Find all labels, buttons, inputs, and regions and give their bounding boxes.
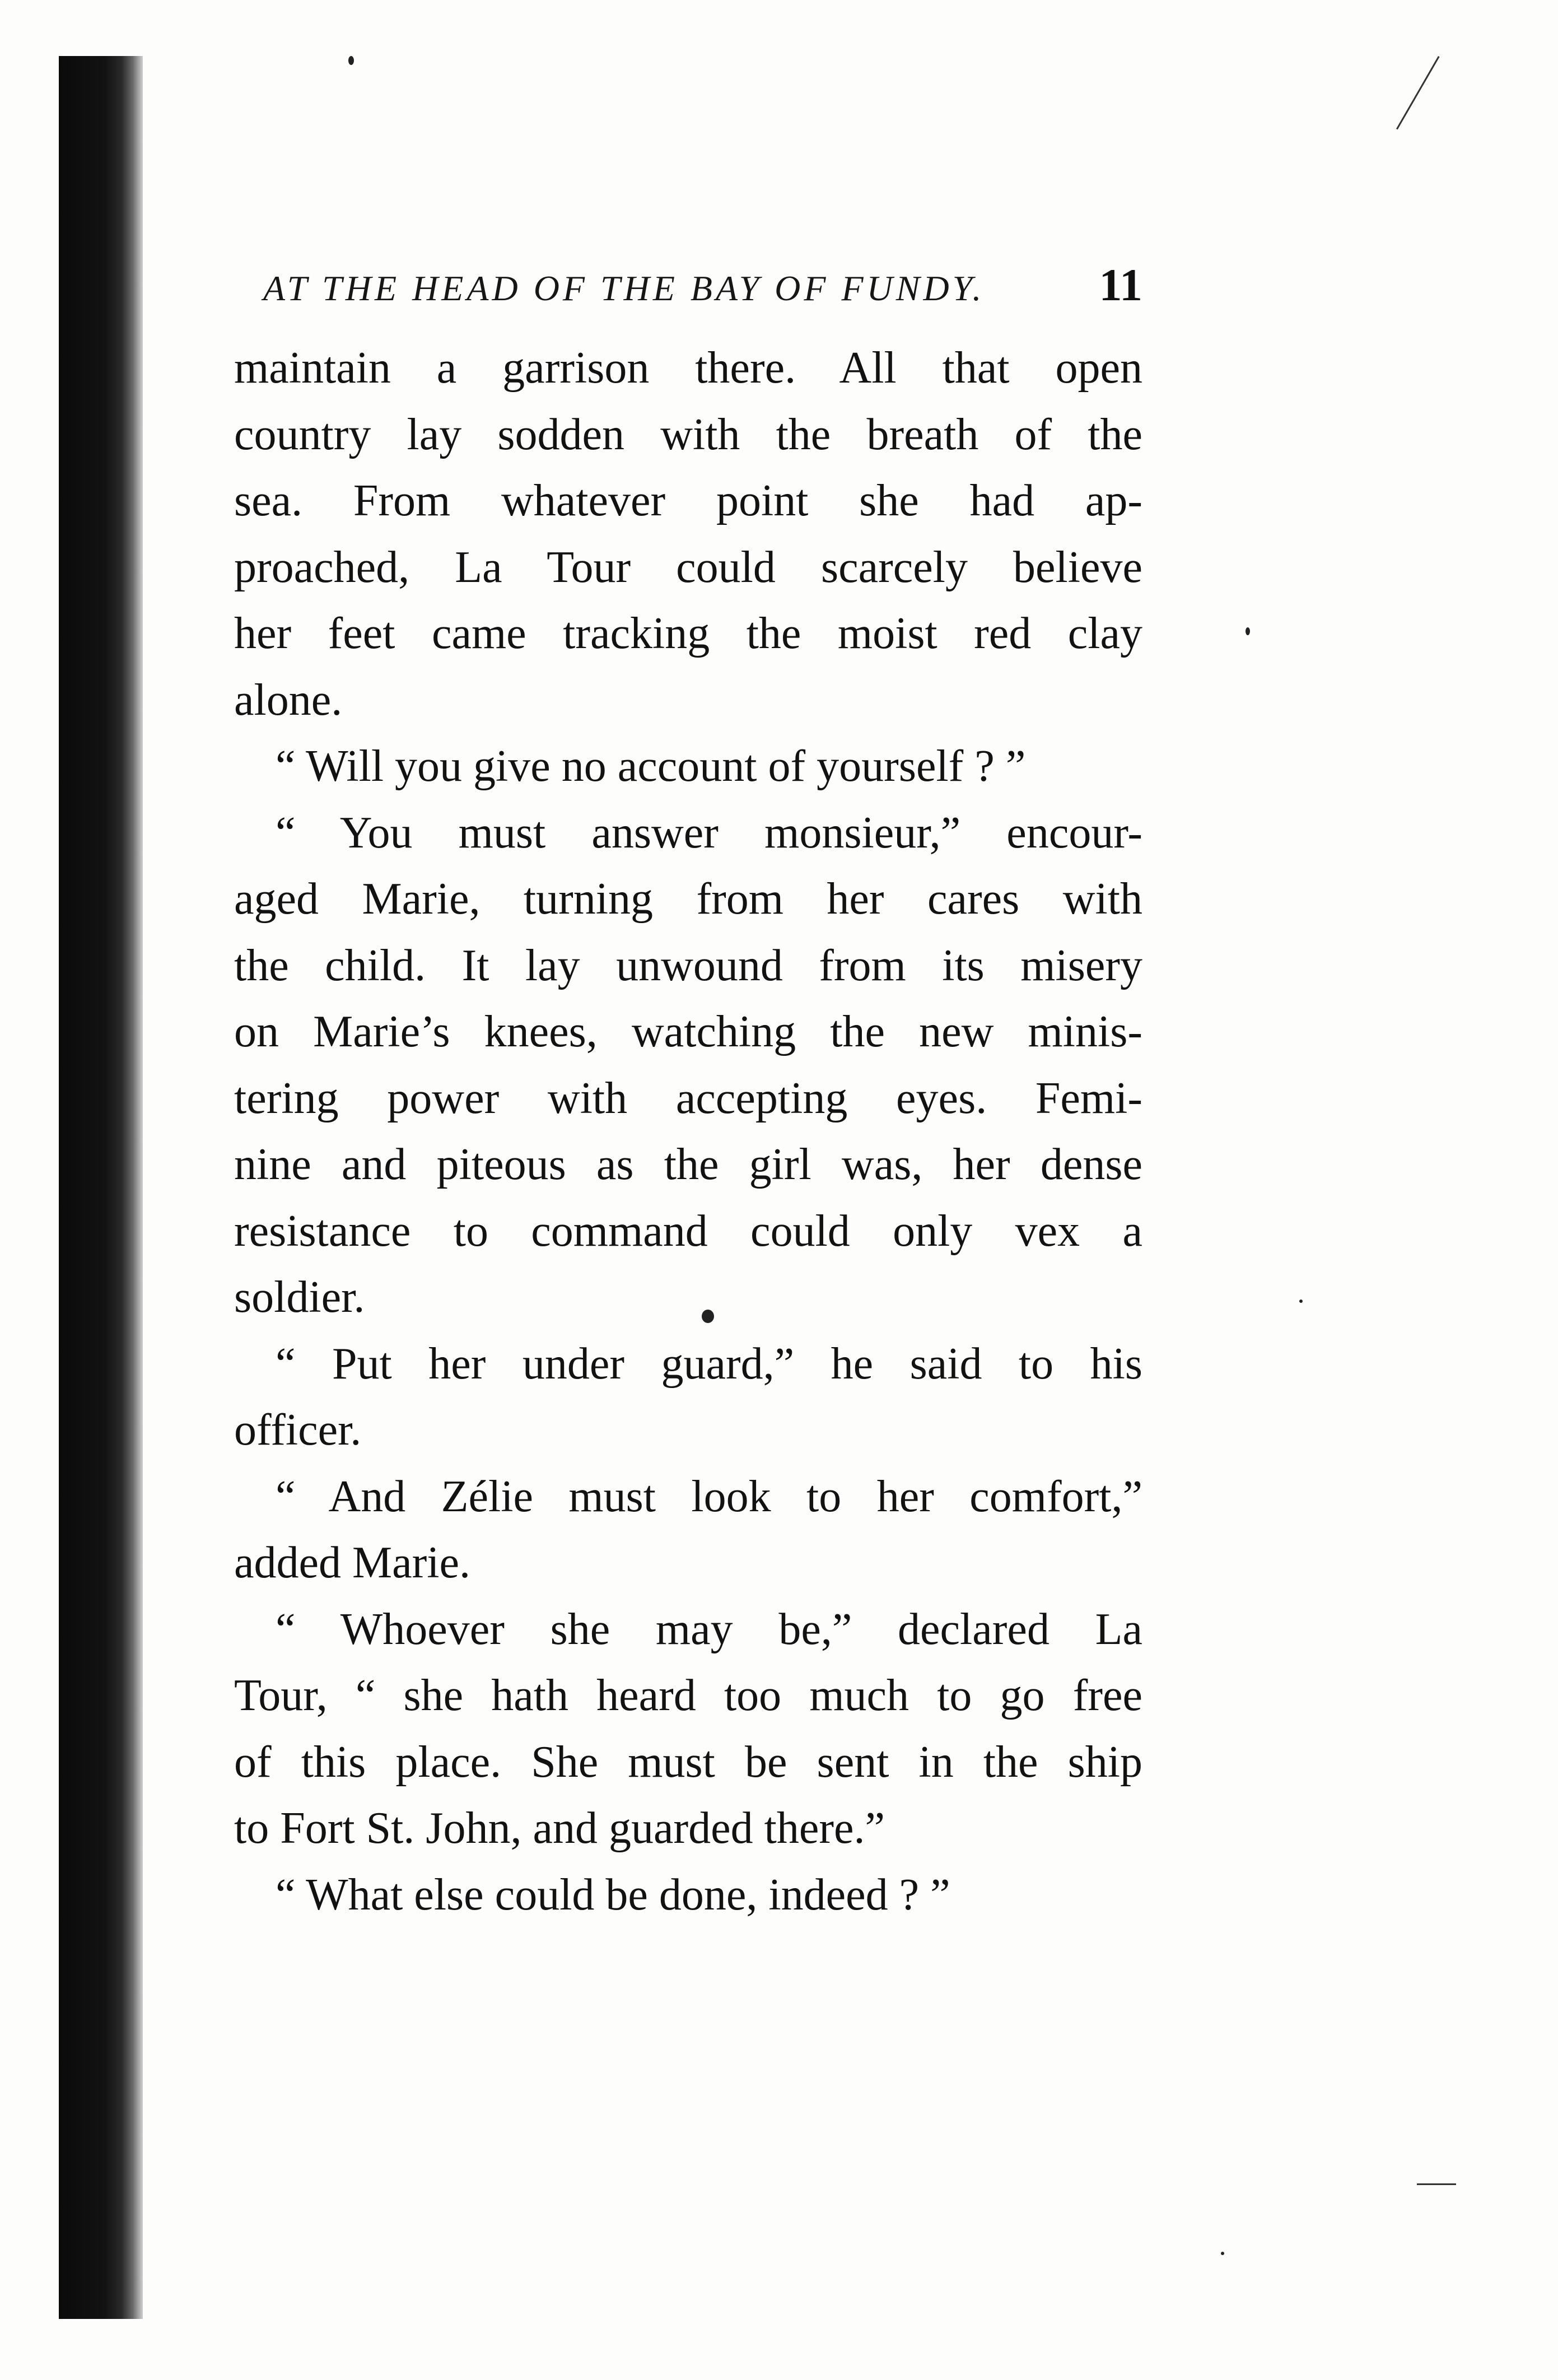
text-line: officer.: [234, 1405, 362, 1455]
text-line: maintain a garrison there. All that open: [234, 343, 1142, 393]
text-line: country lay sodden with the breath of the: [234, 409, 1142, 459]
text-line: to Fort St. John, and guarded there.”: [234, 1804, 885, 1853]
text-line: “ Put her under guard,” he said to his: [276, 1339, 1142, 1389]
text-line: proached, La Tour could scarcely believe: [234, 542, 1142, 592]
binding-edge: [59, 56, 143, 2319]
text-line: nine and piteous as the girl was, her dense: [234, 1140, 1142, 1189]
text-line: added Marie.: [234, 1538, 471, 1587]
page-number: 11: [1099, 259, 1142, 310]
text-line: Tour, “ she hath heard too much to go free: [234, 1671, 1142, 1720]
scan-mark: [1396, 56, 1440, 129]
text-line: soldier.: [234, 1273, 365, 1322]
running-head: [263, 259, 1142, 320]
running-title: AT THE HEAD OF THE BAY OF FUNDY.: [263, 268, 985, 308]
text-line: tering power with accepting eyes. Femi-: [234, 1073, 1142, 1123]
text-line: alone.: [234, 675, 343, 725]
scan-mark: [1417, 2183, 1456, 2185]
scan-speck: [1246, 627, 1250, 635]
text-line: “ What else could be done, indeed ? ”: [276, 1870, 950, 1920]
text-line: the child. It lay unwound from its misery: [234, 940, 1142, 990]
text-line: on Marie’s knees, watching the new minis-: [234, 1007, 1142, 1056]
text-line: of this place. She must be sent in the ship: [234, 1737, 1142, 1787]
text-line: “ You must answer monsieur,” encour-: [276, 808, 1142, 858]
text-line: resistance to command could only vex a: [234, 1206, 1142, 1256]
scan-speck: [702, 1310, 714, 1323]
scan-speck: [1221, 2252, 1224, 2255]
text-line: “ Whoever she may be,” declared La: [276, 1604, 1142, 1654]
text-line: sea. From whatever point she had ap-: [234, 476, 1142, 525]
body-text: [234, 335, 1142, 1928]
text-line: “ Will you give no account of yourself ? ”: [276, 742, 1026, 791]
text-line: aged Marie, turning from her cares with: [234, 874, 1142, 924]
text-line: her feet came tracking the moist red clay: [234, 609, 1142, 658]
scan-speck: [1299, 1300, 1303, 1303]
text-line: “ And Zélie must look to her comfort,”: [276, 1471, 1142, 1521]
scan-speck: [348, 56, 354, 65]
